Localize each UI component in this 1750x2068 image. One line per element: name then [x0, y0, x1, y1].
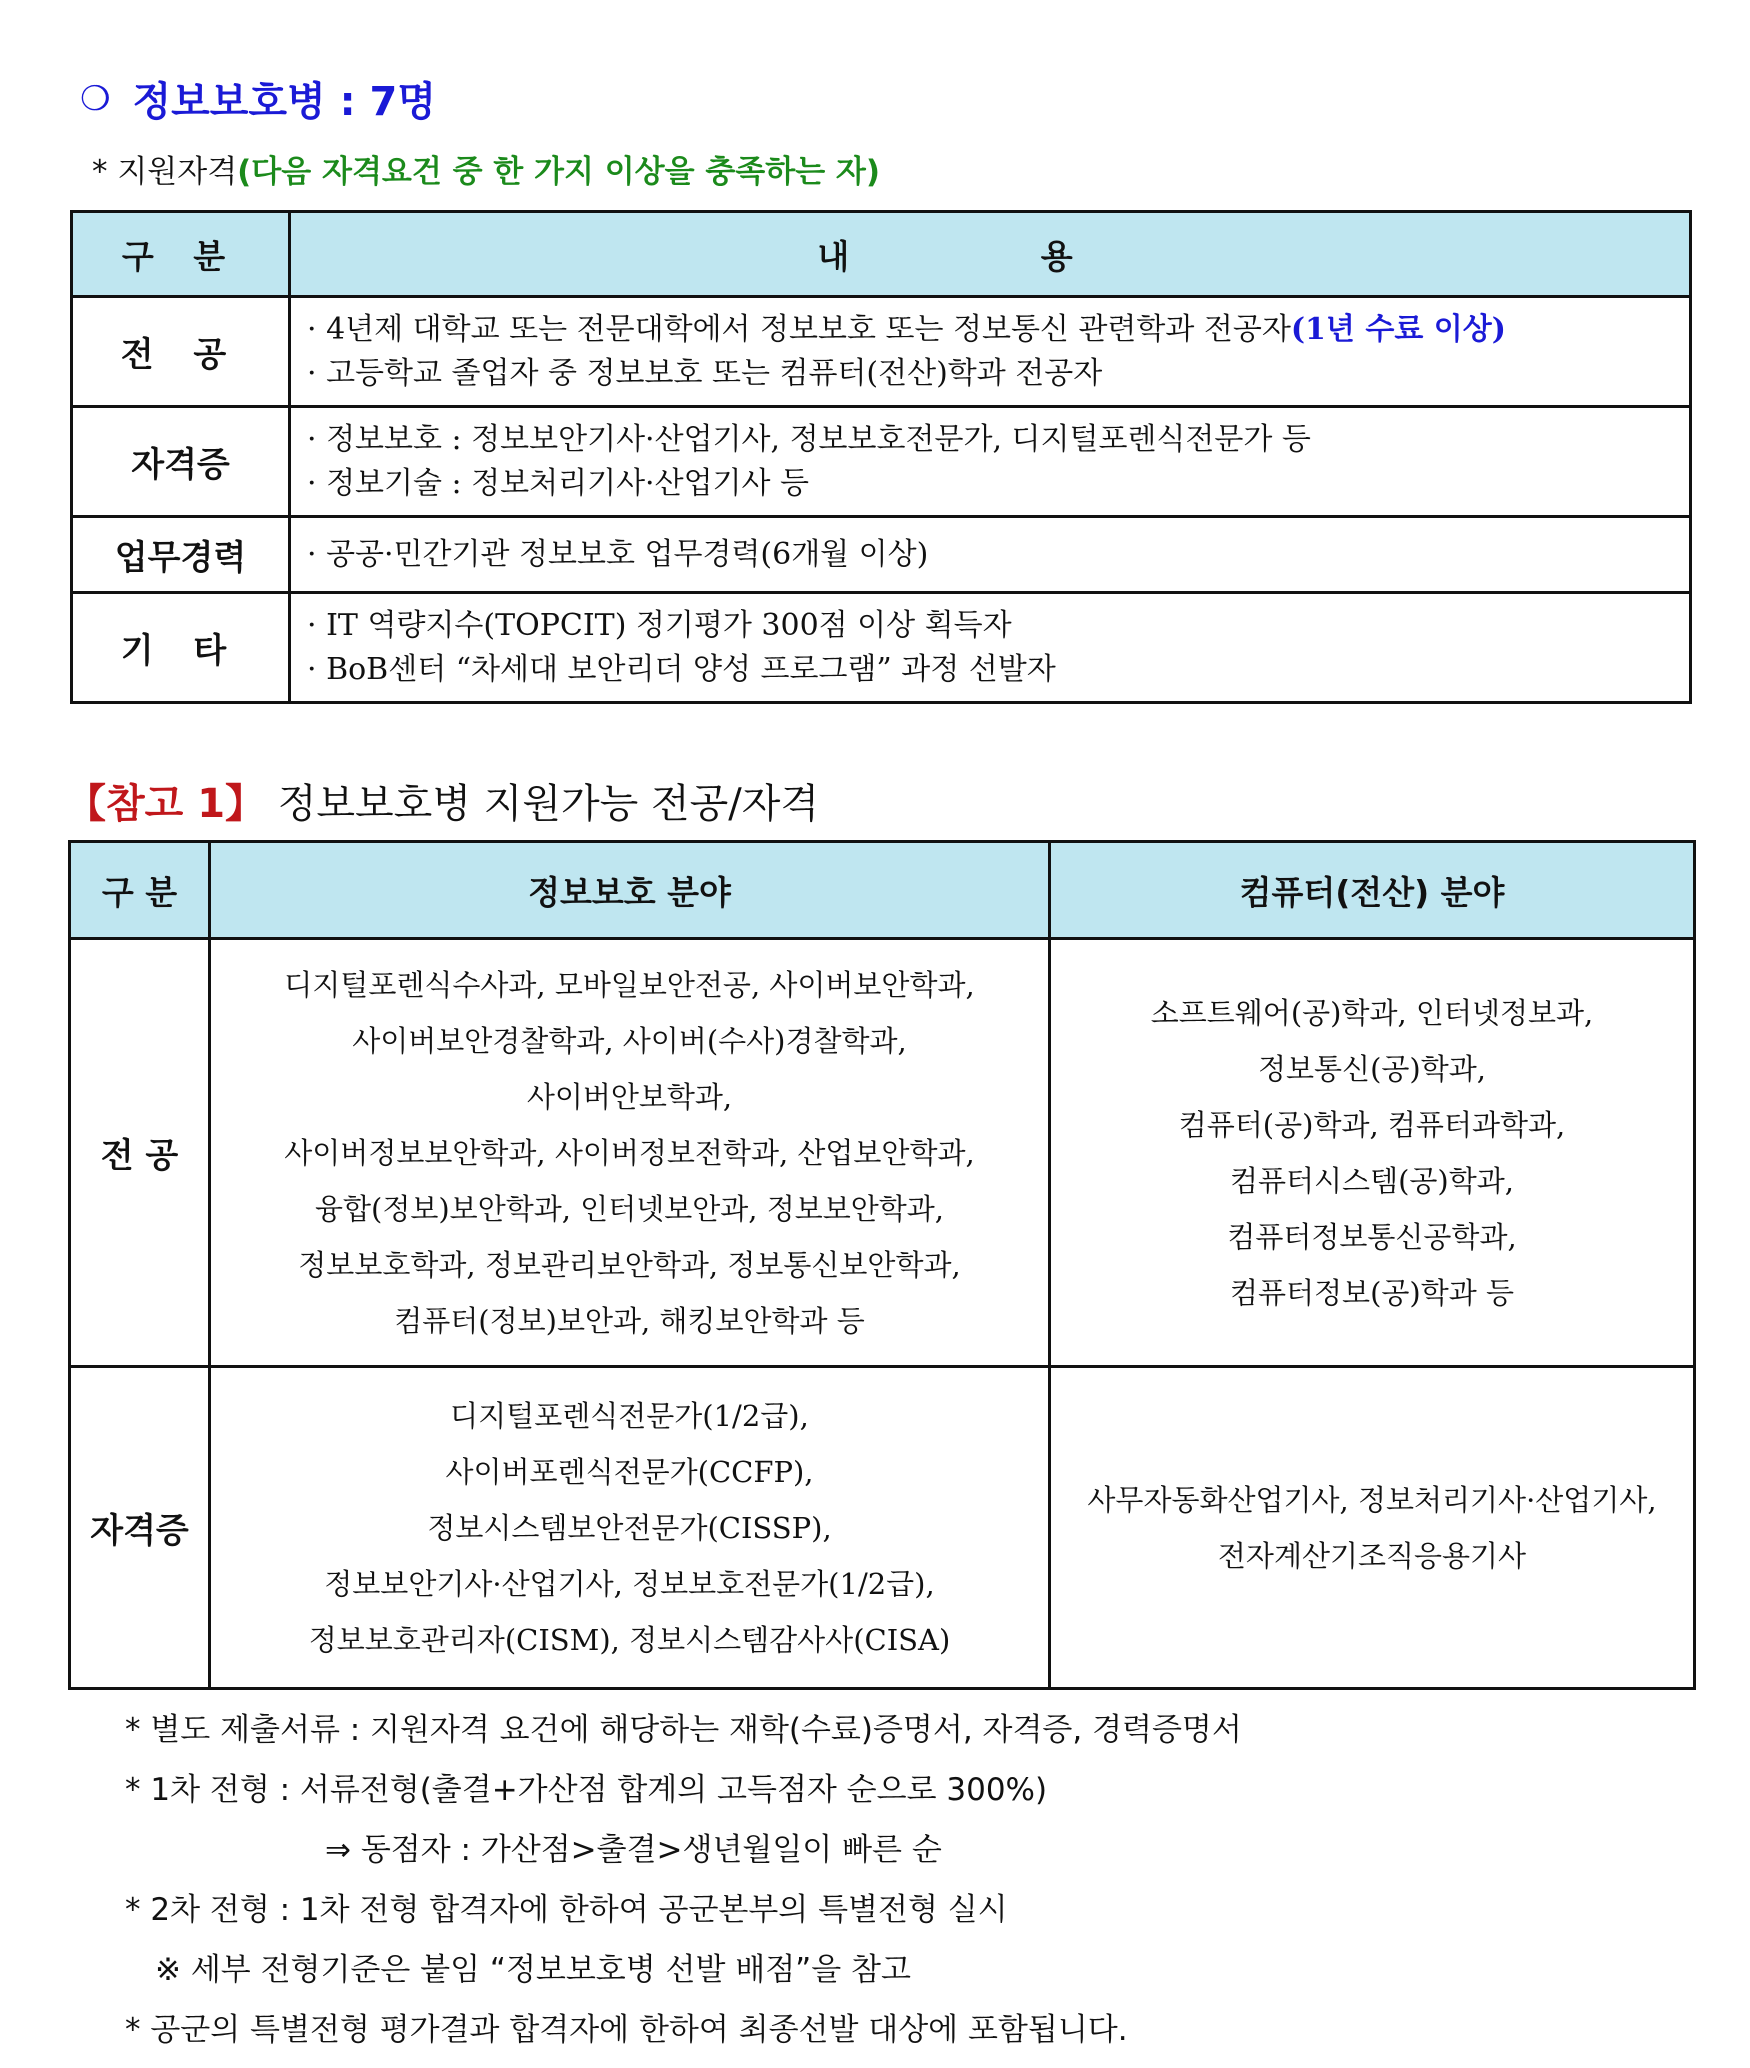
- notes-list: [125, 1700, 1242, 2060]
- qualification-emphasis: (다음 자격요건 중 한 가지 이상을 충족하는 자): [237, 154, 881, 190]
- security-certificates: 디지털포렌식전문가(1/2급), 사이버포렌식전문가(CCFP), 정보시스템보안전문가(CISSP), 정보보안기사·산업기사, 정보보호전문가(1/2급), 정보보호관리자(CISM), 정보시스템감사사(CISA): [210, 1367, 1050, 1689]
- computer-certificates: 사무자동화산업기사, 정보처리기사·산업기사, 전자계산기조직응용기사: [1050, 1367, 1695, 1689]
- qualification-note: [92, 146, 880, 191]
- table-row: [72, 407, 1691, 517]
- section-heading: [80, 70, 436, 127]
- table-row: [72, 517, 1691, 593]
- row-label-certificate: 자격증: [70, 1367, 210, 1689]
- table2-header-category: 구 분: [70, 842, 210, 939]
- row-content-experience: · 공공·민간기관 정보보호 업무경력(6개월 이상): [290, 517, 1691, 593]
- note-second-screening: * 2차 전형 : 1차 전형 합격자에 한하여 공군본부의 특별전형 실시: [125, 1892, 1008, 1928]
- qualification-table: [70, 210, 1692, 704]
- table2-header-computer: 컴퓨터(전산) 분야: [1050, 842, 1695, 939]
- reference-tag: 【참고 1】: [66, 781, 266, 827]
- qualification-prefix: * 지원자격: [92, 154, 238, 190]
- table-row: [70, 939, 1695, 1367]
- row-label-major: 전 공: [72, 297, 290, 407]
- row-label-experience: 업무경력: [72, 517, 290, 593]
- row-content-other: · IT 역량지수(TOPCIT) 정기평가 300점 이상 획득자 · BoB센터 “차세대 보안리더 양성 프로그램” 과정 선발자: [290, 593, 1691, 703]
- security-majors: 디지털포렌식수사과, 모바일보안전공, 사이버보안학과, 사이버보안경찰학과, 사이버(수사)경찰학과, 사이버안보학과, 사이버정보보안학과, 사이버정보전학과, 산업보안학과, 융합(정보)보안학과, 인터넷보안과, 정보보안학과, 정보보호학과, 정보관리보안학과, 정보통신보안학과, 컴퓨터(정보)보안과, 해킹보안학과 등: [210, 939, 1050, 1367]
- note-tiebreak: ⇒ 동점자 : 가산점>출결>생년월일이 빠른 순: [325, 1832, 942, 1868]
- table-row: [70, 1367, 1695, 1689]
- note-final: * 공군의 특별전형 평가결과 합격자에 한하여 최종선발 대상에 포함됩니다.: [125, 2012, 1128, 2048]
- note-reference: ※ 세부 전형기준은 붙임 “정보보호병 선발 배점”을 참고: [155, 1952, 911, 1988]
- row-label-major: 전 공: [70, 939, 210, 1367]
- table-row: [72, 593, 1691, 703]
- row-content-certificate: · 정보보호 : 정보보안기사·산업기사, 정보보호전문가, 디지털포렌식전문가 등 · 정보기술 : 정보처리기사·산업기사 등: [290, 407, 1691, 517]
- note-first-screening: * 1차 전형 : 서류전형(출결+가산점 합계의 고득점자 순으로 300%): [125, 1772, 1048, 1808]
- table1-header-content: 내 용: [290, 212, 1691, 297]
- note-documents: * 별도 제출서류 : 지원자격 요건에 해당하는 재학(수료)증명서, 자격증, 경력증명서: [125, 1712, 1242, 1748]
- reference-title-text: 정보보호병 지원가능 전공/자격: [277, 781, 819, 827]
- reference-title: [66, 772, 819, 829]
- table1-header-category: 구 분: [72, 212, 290, 297]
- circle-bullet-icon: ❍: [80, 78, 111, 119]
- row-label-certificate: 자격증: [72, 407, 290, 517]
- computer-majors: 소프트웨어(공)학과, 인터넷정보과, 정보통신(공)학과, 컴퓨터(공)학과, 컴퓨터과학과, 컴퓨터시스템(공)학과, 컴퓨터정보통신공학과, 컴퓨터정보(공)학과 등: [1050, 939, 1695, 1367]
- section-title: 정보보호병 : 7명: [132, 79, 437, 125]
- row-label-other: 기 타: [72, 593, 290, 703]
- row-content-major: · 4년제 대학교 또는 전문대학에서 정보보호 또는 정보통신 관련학과 전공자(1년 수료 이상) · 고등학교 졸업자 중 정보보호 또는 컴퓨터(전산)학과 전공자: [290, 297, 1691, 407]
- eligible-major-table: [68, 840, 1696, 1690]
- table2-header-security: 정보보호 분야: [210, 842, 1050, 939]
- table-row: [72, 297, 1691, 407]
